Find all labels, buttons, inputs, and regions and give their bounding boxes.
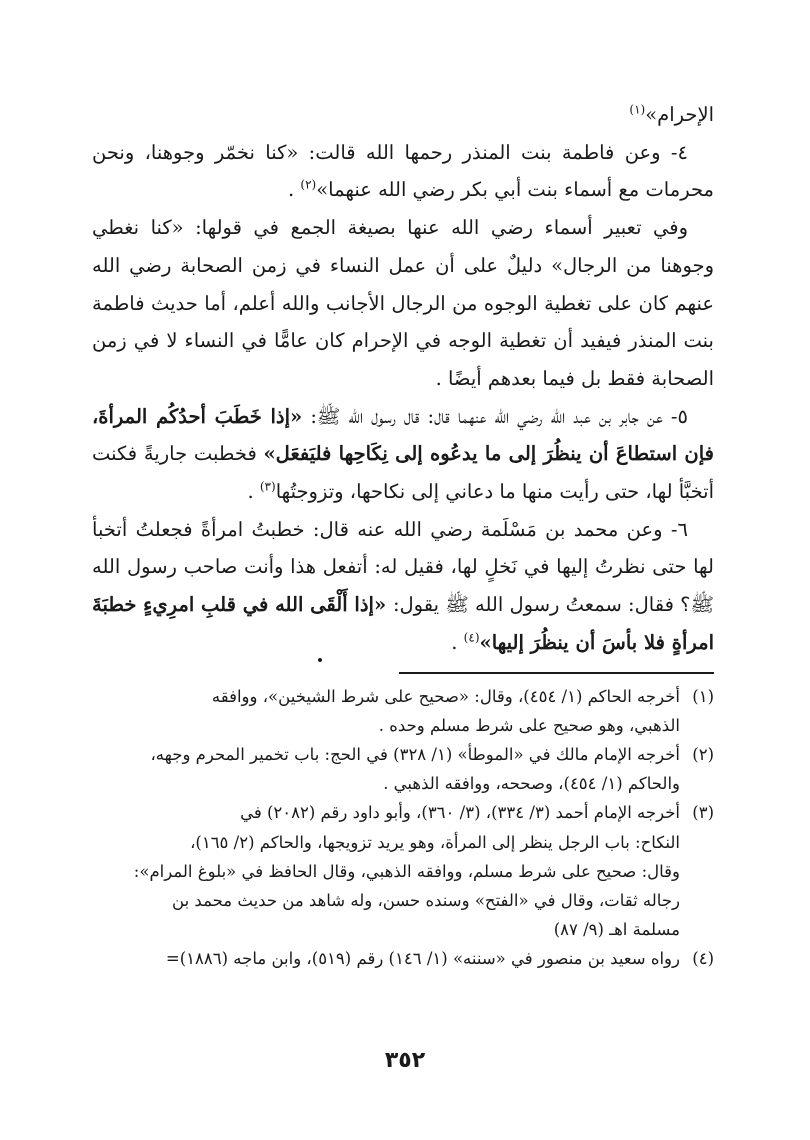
footnote-ref-3: (٣)	[259, 479, 276, 494]
footnote-1	[92, 682, 714, 740]
footnote-number: (٢)	[692, 744, 714, 764]
page-number: ٣٥٢	[384, 1048, 426, 1073]
footnote-separator	[399, 672, 714, 674]
footnote-line: أخرجه الإمام مالك في «الموطأ» (١/ ٣٢٨) في الحج: باب تخمير المحرم وجهه،	[150, 744, 680, 764]
footnote-3	[92, 798, 714, 944]
footnote-line: أخرجه الإمام أحمد (٣/ ٣٣٤)، (٣/ ٣٦٠)، وأبو داود رقم (٢٠٨٢) في	[240, 803, 680, 823]
footnote-line: وقال: صحيح على شرط مسلم، ووافقه الذهبي، وقال الحافظ في «بلوغ المرام»:	[133, 861, 680, 881]
footnote-line: رواه سعيد بن منصور في «سننه» (١/ ١٤٦) رقم (٥١٩)، وابن ماجه (١٨٨٦)=	[165, 949, 680, 969]
paragraph-6: ٦- وعن محمد بن مَسْلَمة رضي الله عنه قال: خطبتُ امرأةً فجعلتُ أتخبأ لها حتى نظرتُ إليها في نَخلٍ لها، فقيل له: أتفعل هذا وأنت صاحب رسول الله ﷺ؟ فقال: سمعتُ رسول الله ﷺ يقول: «إذا أَلْقَى الله في قلبِ امرِيءٍ خطبَةَ امرأةٍ فلا بأسَ أن ينظُرَ إليها»$^{(٤)}$ .	[92, 517, 714, 654]
footnotes	[92, 682, 714, 974]
footnote-line: والحاكم (١/ ٤٥٤)، وصححه، ووافقه الذهبي .	[383, 774, 680, 794]
footnote-line: رجاله ثقات، وقال في «الفتح» وسنده حسن، وله شاهد من حديث محمد بن	[172, 890, 680, 910]
footnote-4	[92, 944, 714, 973]
main-text	[92, 96, 714, 662]
hadith-quote-5: «إذا خَطَبَ أحدُكُم المرأةَ، فإن استطاعَ أن ينظُرَ إلى ما يدعُوه إلى نِكَاحِها فليَفعَل»	[92, 404, 714, 466]
footnote-ref-2: (٢)	[300, 177, 317, 192]
footnote-line: مسلمة اهـ (٩/ ٨٧)	[553, 920, 680, 940]
paragraph-4: ٤- وعن فاطمة بنت المنذر رحمها الله قالت: «كنا نخمّر وجوهنا، ونحن محرمات مع أسماء بنت أبي بكر رضي الله عنهما»$^{(٢)}$ .	[92, 140, 714, 202]
footnote-ref-1: (١)	[629, 102, 646, 117]
footnote-line: أخرجه الحاكم (١/ ٤٥٤)، وقال: «صحيح على شرط الشيخين»، ووافقه	[211, 686, 680, 706]
footnote-line: النكاح: باب الرجل ينظر إلى المرأة، وهو يريد تزويجها، والحاكم (٢/ ١٦٥)،	[190, 832, 680, 852]
hadith-quote-6: «إذا أَلْقَى الله في قلبِ امرِيءٍ خطبَةَ امرأةٍ فلا بأسَ أن ينظُرَ إليها»	[92, 593, 714, 654]
footnote-number: (٣)	[692, 803, 714, 823]
paragraph-commentary: وفي تعبير أسماء رضي الله عنها بصيغة الجمع في قولها: «كنا نغطي وجوهنا من الرجال» دليلٌ على أن عمل النساء في زمن الصحابة رضي الله عنهم كان على تغطية الوجوه من الرجال الأجانب والله أعلم، أما حديث فاطمة بنت المنذر فيفيد أن تغطية الوجه في الإحرام كان عامًّا في النساء لا في زمن الصحابة فقط بل فيما بعدهم أيضًا .	[92, 216, 714, 390]
footnote-line: الذهبي، وهو صحيح على شرط مسلم وحده .	[378, 715, 680, 735]
paragraph-continuation: الإحرام»$^{(١)}$	[629, 102, 714, 126]
footnote-number: (١)	[692, 686, 714, 706]
paragraph-5: ٥- عن جابر بن عبد الله رضي الله عنهما قال: قال رسول الله ﷺ: «إذا خَطَبَ أحدُكُم المرأةَ، فإن استطاعَ أن ينظُرَ إلى ما يدعُوه إلى نِكَاحِها فليَفعَل» فخطبت جاريةً فكنت أتخبَّأ لها، حتى رأيت منها ما دعاني إلى نكاحها، وتزوجتُها$^{(٣)}$ .	[92, 404, 714, 504]
separator-dot	[318, 658, 322, 662]
footnote-2	[92, 740, 714, 798]
footnote-number: (٤)	[692, 949, 714, 969]
footnote-ref-4: (٤)	[463, 630, 480, 645]
